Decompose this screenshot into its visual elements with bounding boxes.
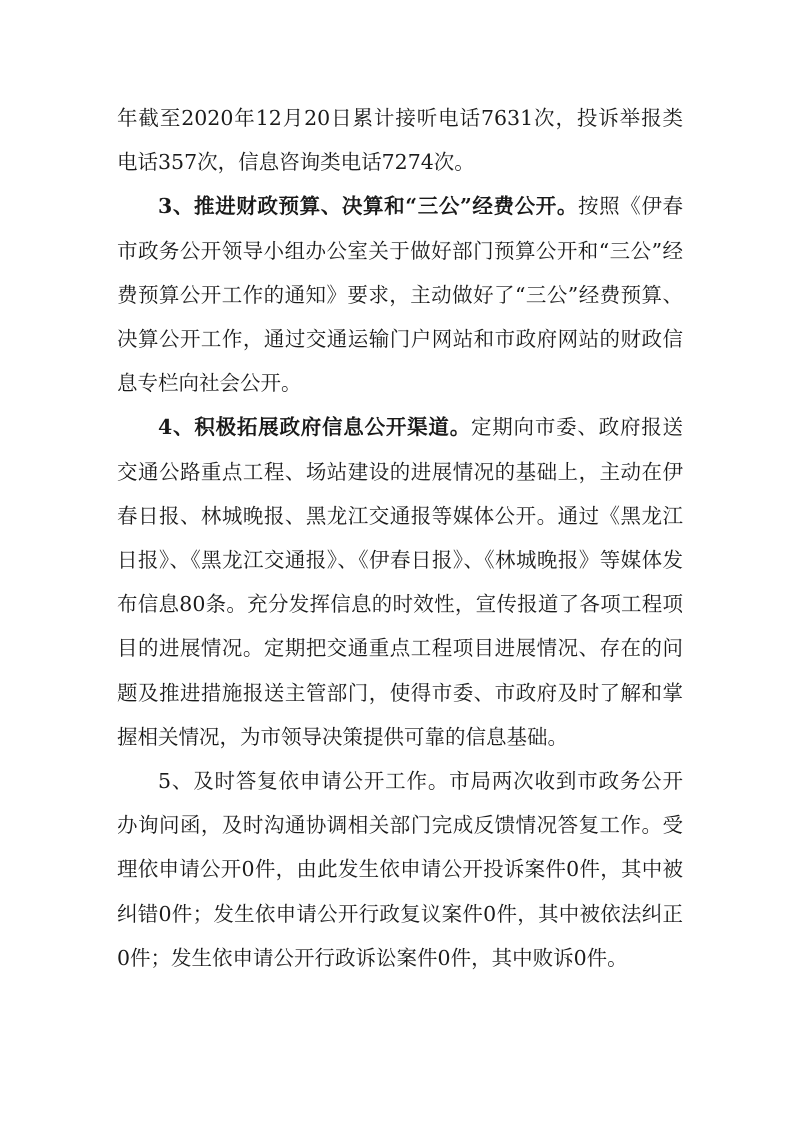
section-heading-channels: 4、积极拓展政府信息公开渠道。 bbox=[158, 415, 471, 440]
paragraph-call-statistics bbox=[117, 96, 683, 184]
paragraph-application-replies bbox=[117, 759, 683, 980]
paragraph-text: 5、及时答复依申请公开工作。市局两次收到市政务公开办询问函，及时沟通协调相关部门完成反馈情况答复工作。受理依申请公开0件，由此发生依申请公开投诉案件0件，其中被纠错0件；发生依申请公开行政复议案件0件，其中被依法纠正0件；发生依申请公开行政诉讼案件0件，其中败诉0件。 bbox=[117, 769, 683, 970]
paragraph-text: 定期向市委、政府报送交通公路重点工程、场站建设的进展情况的基础上，主动在伊春日报、林城晚报、黑龙江交通报等媒体公开。通过《黑龙江日报》、《黑龙江交通报》、《伊春日报》、《林城晚报》等媒体发布信息80条。充分发挥信息的时效性，宣传报道了各项工程项目的进展情况。定期把交通重点工程项目进展情况、存在的问题及推进措施报送主管部门，使得市委、市政府及时了解和掌握相关情况，为市领导决策提供可靠的信息基础。 bbox=[117, 415, 684, 749]
paragraph-disclosure-channels bbox=[117, 405, 683, 759]
document-body bbox=[117, 96, 683, 980]
section-heading-budget: 3、推进财政预算、决算和“三公”经费公开。 bbox=[158, 194, 578, 219]
paragraph-text: 年截至2020年12月20日累计接听电话7631次，投诉举报类电话357次，信息咨询类电话7274次。 bbox=[117, 106, 683, 175]
paragraph-budget-disclosure bbox=[117, 184, 683, 405]
paragraph-text: 按照《伊春市政务公开领导小组办公室关于做好部门预算公开和“三公”经费预算公开工作的通知》要求，主动做好了“三公”经费预算、决算公开工作，通过交通运输门户网站和市政府网站的财政信息专栏向社会公开。 bbox=[117, 194, 683, 396]
